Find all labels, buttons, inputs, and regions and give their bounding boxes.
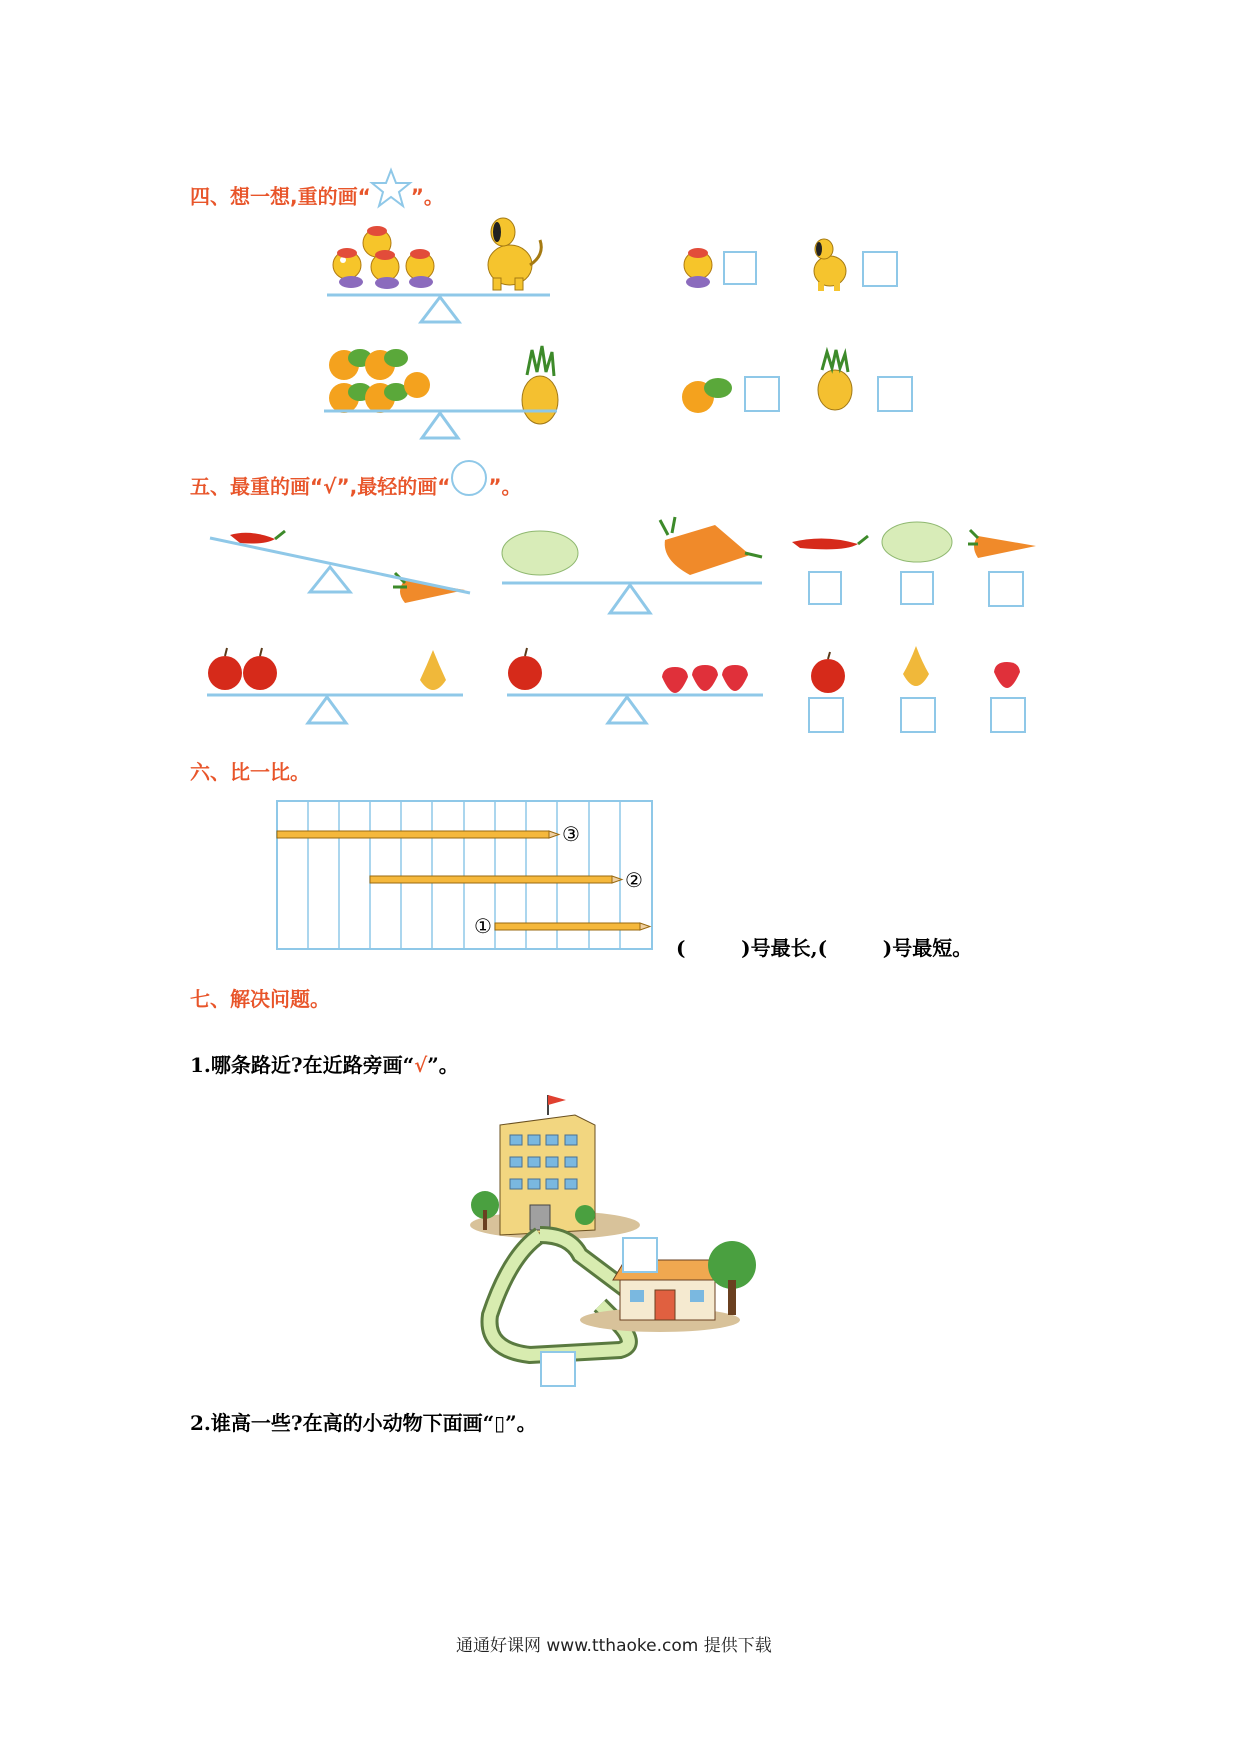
school-building — [470, 1095, 640, 1239]
marker-1: ① — [474, 914, 492, 938]
balance-scale-cabbage-carrots — [500, 505, 765, 620]
circle-icon — [450, 459, 488, 497]
dog — [488, 218, 541, 290]
question-1-a: 1.哪条路近?在近路旁画“ — [190, 1053, 415, 1077]
dog-single — [800, 237, 860, 293]
pepper-single — [790, 530, 870, 560]
answer-box-dog[interactable] — [862, 251, 898, 287]
question-1 — [190, 1053, 459, 1077]
answer-box-orange[interactable] — [744, 376, 780, 412]
carrot-single — [968, 528, 1040, 563]
chick-single — [678, 243, 718, 291]
oranges-group — [329, 349, 430, 413]
check-mark-q1: √ — [414, 1053, 428, 1077]
check-mark: √ — [323, 474, 337, 499]
answer-box-pineapple[interactable] — [877, 376, 913, 412]
section5-title-b: ”,最轻的画“ — [336, 474, 451, 499]
carrot — [400, 580, 465, 603]
section4-title-a: 四、想一想,重的画“ — [190, 184, 371, 209]
orange-single — [678, 372, 738, 417]
balance-scale-pepper-carrot — [205, 525, 475, 620]
star-icon — [371, 168, 411, 208]
balance-scale-1 — [325, 210, 555, 330]
answer-box-pear[interactable] — [900, 697, 936, 733]
section6-title: 六、比一比。 — [190, 760, 310, 784]
answer-box-long-road[interactable] — [540, 1351, 576, 1387]
comparison-grid — [276, 800, 656, 952]
pineapple-single — [812, 350, 858, 412]
answer-box-apple[interactable] — [808, 697, 844, 733]
answer-box-short-road[interactable] — [622, 1237, 658, 1273]
section5-title-c: ”。 — [488, 474, 522, 499]
cabbage — [502, 531, 578, 575]
house — [580, 1241, 756, 1332]
balance-scale-2 — [322, 340, 562, 445]
answer-box-pepper[interactable] — [808, 571, 842, 605]
balance-scale-apple-strawberries — [505, 645, 765, 730]
section6-answer-text: ( )号最长,( )号最短。 — [676, 936, 973, 960]
question-2: 2.谁高一些?在高的小动物下面画“▯”。 — [190, 1411, 537, 1435]
question-1-b: ”。 — [427, 1053, 459, 1077]
chicks-group — [333, 226, 434, 289]
answer-box-chick[interactable] — [723, 251, 757, 285]
footer-credit: 通通好课网 www.tthaoke.com 提供下载 — [456, 1636, 772, 1656]
answer-box-cabbage[interactable] — [900, 571, 934, 605]
section5-title-a: 五、最重的画“ — [190, 474, 324, 499]
pear — [420, 650, 446, 690]
strawberries — [662, 665, 748, 693]
answer-box-carrot[interactable] — [988, 571, 1024, 607]
marker-2: ② — [625, 868, 643, 892]
section7-title: 七、解决问题。 — [190, 987, 330, 1011]
section4-title-b: ”。 — [410, 184, 444, 209]
pencil-2 — [370, 876, 622, 883]
balance-scale-apples-pear — [205, 645, 465, 730]
carrots — [665, 525, 750, 575]
answer-box-strawberry[interactable] — [990, 697, 1026, 733]
pepper — [230, 533, 275, 544]
marker-3: ③ — [562, 822, 580, 846]
cabbage-single — [880, 520, 955, 565]
pencil-3 — [277, 831, 559, 838]
pear-single — [898, 644, 934, 694]
map-school-house-roads — [470, 1095, 770, 1385]
strawberry-single — [992, 660, 1022, 692]
road-long — [490, 1235, 629, 1355]
section5-title — [190, 469, 522, 507]
apple — [208, 656, 242, 690]
pencil-1 — [495, 923, 650, 930]
apple-single — [808, 652, 848, 694]
